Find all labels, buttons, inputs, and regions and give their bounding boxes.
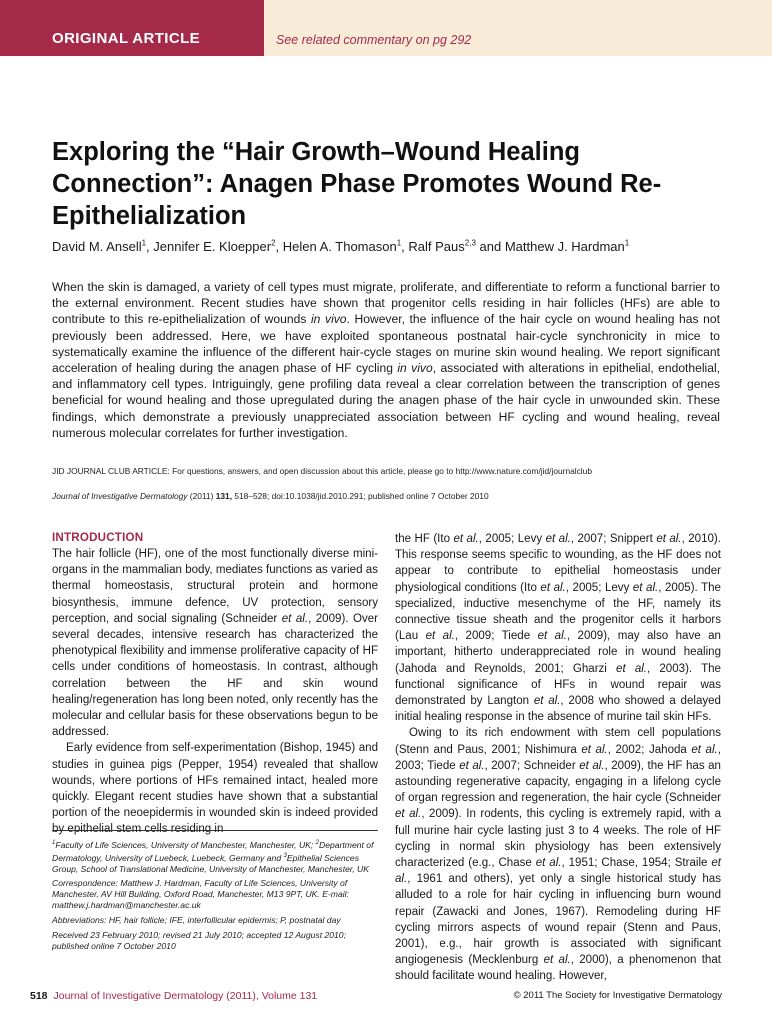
author-affiliation-mark: 1 [624, 238, 630, 248]
introduction-heading: INTRODUCTION [52, 531, 144, 544]
footnote-divider [52, 830, 378, 831]
author-name: Jennifer E. Kloepper [153, 239, 272, 254]
author-name: Matthew J. Hardman [504, 239, 625, 254]
journal-club-note: JID JOURNAL CLUB ARTICLE: For questions, answers, and open discussion about this article, please go to http://www.nature.com/jid/journalclub [52, 466, 592, 476]
body-column-left [52, 530, 378, 838]
left-column-text: The hair follicle (HF), one of the most functionally diverse mini-organs in the mammalian body, mediates functions as varied as thermal homeostasis, structural protein and hormone biosynthesis, immune defence, UV protection, sensory perception, and social signaling (Schneider et al., 2009). Over several decades, intensive research has characterized the phenotypical flexibility and immense proliferative capacity of HF cells under conditions of homeostasis. In contrast, although correlation between the HF and skin wound healing/regeneration has long been noted, only recently has the molecular and cellular basis for these observations begun to be addressed. Early evidence from self-experimentation (Bishop, 1945) and studies in guinea pigs (Pepper, 1954) revealed that shallow wounds, where portions of HFs remained intact, healed more quickly. Elegant recent studies have shown that a substantial portion of the neoepidermis in wounded skin is indeed provided [52, 548, 378, 820]
author-list: David M. Ansell$^1$, Jennifer E. Kloepper$^2$, Helen A. Thomason$^1$, Ralf Paus$^{2,3}$ and Matthew J. Hardman$^1$ [52, 238, 630, 254]
correspondence: Correspondence: Matthew J. Hardman, Faculty of Life Sciences, University of Manchester, AV Hill Building, Oxford Road, Manchester, M13 9PT, UK. E-mail: matthew.j.hardman@manchester.ac.uk [52, 878, 349, 911]
related-commentary-note[interactable]: See related commentary on pg 292 [276, 33, 472, 47]
body-column-right: the HF (Ito et al., 2005; Levy et al., 2007; Snippert et al., 2010). This response seems specific to wounding, as the HF does not appear to contribute to epithelial homeostasis under physiological conditions (Ito et al., 2005; Levy et al., 2005). The specialized, inductive mesenchyme of the HF, namely its connective tissue sheath and the progenitor cells it harbors (Lau et al., 2009; Tiede et al., 2009), may also have an important, hitherto underappreciated role in wound healing (Jahoda and Reynolds, 2001; Gharzi et al., 2003). The functional significance of HFs in wound repair was demonstrated by Langton et al., 2008 who showed a delayed initial healing response in the absence of murine tail skin HFs. Owing to its rich endowment with stem cell populations (Stenn and Paus, 2001; Nishimura et al., 2002; Jahoda et al., 2003; Tiede et al., 2007; Schneider et al., 2009), the HF has an astounding regenerative capacity, engaging in a lifelong cycle of organ regression and regeneration, the hair cycle (Schneider et al., 2009). In rodents, this cycling is extremely rapid, with a full murine hair cycle lasting just 3 to 4 weeks. The role of HF cycling in normal skin physiology has been extensively characterized (e.g., Chase et al., 1951; Chase, 1954; Straile et al., 1961 and others), yet only a single historical study has alluded to a role for hair cycling in influencing burn wound repair (Zawacki and Jones, 1967). Remodeling during HF cycling mirrors aspects of wound repair (Stenn and Paus, 2001), e.g., hair growth is associated with significant angiogenesis (Mecklenburg et al., 2000), a phenomenon that should facilitate wound healing. However, [395, 533, 722, 983]
author-affiliation-mark: 1 [141, 238, 147, 248]
page-footer-left [30, 990, 317, 1002]
received-dates: Received 23 February 2010; revised 21 July 2010; accepted 12 August 2010; published online 7 October 2010 [52, 930, 346, 951]
footnotes [52, 838, 378, 956]
article-title: Exploring the “Hair Growth–Wound Healing Connection”: Anagen Phase Promotes Wound Re-Epithelialization [52, 138, 662, 230]
citation-line: Journal of Investigative Dermatology (2011) 131, 518–528; doi:10.1038/jid.2010.291; published online 7 October 2010 [52, 491, 489, 501]
journal-volume: Journal of Investigative Dermatology (2011), Volume 131 [53, 990, 318, 1002]
author-affiliation-mark: 2 [271, 238, 276, 248]
author-name: David M. Ansell [52, 239, 142, 254]
copyright: © 2011 The Society for Investigative Dermatology [513, 990, 722, 1001]
author-name: Helen A. Thomason [282, 239, 397, 254]
section-label: ORIGINAL ARTICLE [0, 0, 264, 56]
author-name: Ralf Paus [408, 239, 465, 254]
author-affiliation-mark: 1 [396, 238, 402, 248]
abstract: When the skin is damaged, a variety of cell types must migrate, proliferate, and differentiate to reform a functional barrier to the external environment. Recent studies have shown that progenitor cells residing in hair follicles (HFs) are able to contribute to this re-epithelialization of wounds in vivo. However, the influence of the hair cycle on wound healing has not previously been addressed. Here, we have exploited spontaneous postnatal hair-cycle synchronicity in mice to systematically examine the influence of the different hair-cycle stages on murine skin wound healing. We report significant acceleration of healing during the anagen phase of HF cycling in vivo, associated with alterations in epithelial, endothelial, and inflammatory cell types. Intriguingly, gene profiling data reveal a clear correlation between the transcription of genes beneficial for wound healing and those upregulated during the anagen phase of the hair cycle in unwounded skin. These findings, which demonstrate a previously unappreciated association between HF cycling and wound healing, reveal numerous molecular correlates for further investigation. [52, 280, 721, 440]
affiliations: $^1$Faculty of Life Sciences, University of Manchester, Manchester, UK; $^2$Department of Dermatology, University of Luebeck, Luebeck, Germany and $^3$Epithelial Sciences Group, School of Translational Medicine, University of Manchester, Manchester, UK [52, 839, 374, 874]
page-number: 518 [30, 990, 48, 1002]
page-header-band [0, 0, 772, 56]
related-commentary-bar [264, 0, 772, 56]
abbreviations: Abbreviations: HF, hair follicle; IFE, interfollicular epidermis; P, postnatal day [52, 915, 341, 926]
author-affiliation-mark: 2,3 [464, 238, 476, 248]
